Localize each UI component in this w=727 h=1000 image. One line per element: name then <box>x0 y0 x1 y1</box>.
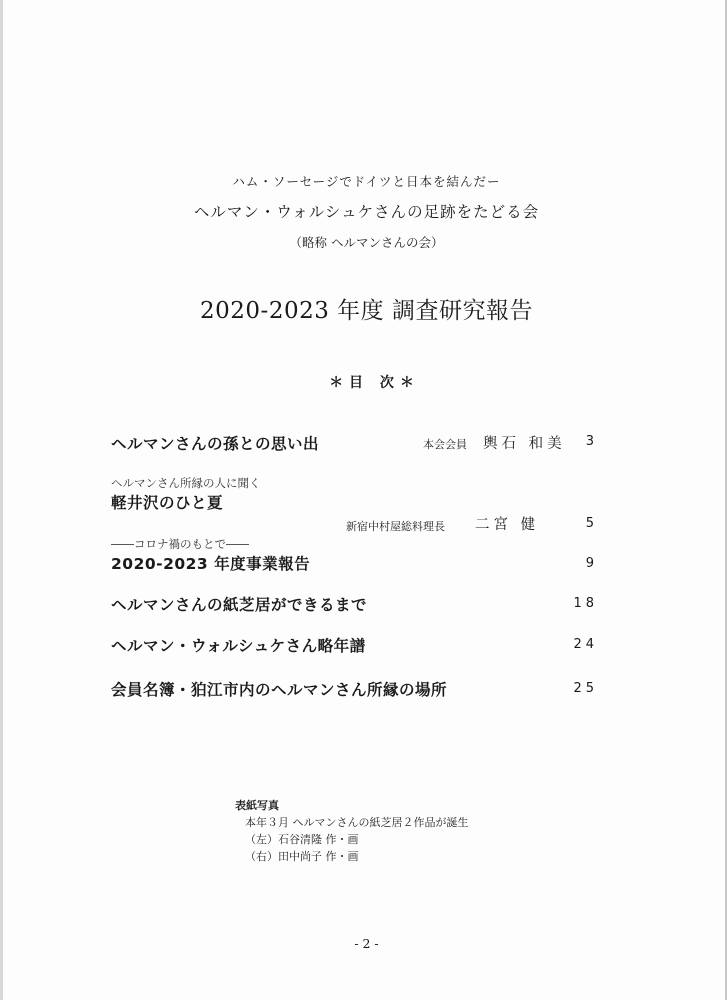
toc-entry-page: 24 <box>573 637 598 652</box>
toc-entry-title: 軽井沢のひと夏 <box>111 494 224 512</box>
toc-entry-page: 3 <box>585 434 598 449</box>
page-number: - 2 - <box>354 936 379 951</box>
cover-photo-caption <box>235 797 469 865</box>
toc-entry-title: ヘルマンさんの孫との思い出 <box>111 435 320 453</box>
toc-entry-pretitle: ――コロナ禍のもとで―― <box>111 537 249 551</box>
toc-entry-page: 5 <box>585 516 598 531</box>
toc-entry-author-name: 二宮 健 <box>475 517 540 533</box>
organization-abbreviation: （略称 ヘルマンさんの会） <box>289 235 444 250</box>
toc-entry-pretitle: ヘルマンさん所縁の人に聞く <box>111 476 261 490</box>
toc-entry-title: 2020-2023 年度事業報告 <box>111 555 311 573</box>
caption-line: （左）石谷清隆 作・画 <box>245 833 359 846</box>
toc-entry-author-name: 輿石 和美 <box>483 436 566 452</box>
toc-entry-author-role: 本会会員 <box>423 438 467 451</box>
subtitle: ハム・ソーセージでドイツと日本を結んだー <box>232 174 501 189</box>
toc-entry-title: ヘルマン・ウォルシュケさん略年譜 <box>111 637 366 655</box>
caption-line: （右）田中尚子 作・画 <box>245 850 359 863</box>
toc-entry-author-role: 新宿中村屋総料理長 <box>346 520 445 533</box>
toc-entry-page: 9 <box>585 556 598 571</box>
caption-line: 本年３月 ヘルマンさんの紙芝居２作品が誕生 <box>245 816 469 829</box>
report-title: 2020-2023 年度 調査研究報告 <box>200 298 533 324</box>
toc-heading: ＊目 次＊ <box>329 375 420 391</box>
caption-heading: 表紙写真 <box>235 799 279 812</box>
organization-name: ヘルマン・ウォルシュケさんの足跡をたどる会 <box>193 203 540 221</box>
toc-entry-page: 25 <box>573 681 598 696</box>
toc-entry-title: 会員名簿・狛江市内のヘルマンさん所縁の場所 <box>111 681 448 699</box>
toc-entry-title: ヘルマンさんの紙芝居ができるまで <box>111 596 368 614</box>
toc-entry-page: 18 <box>573 596 598 611</box>
